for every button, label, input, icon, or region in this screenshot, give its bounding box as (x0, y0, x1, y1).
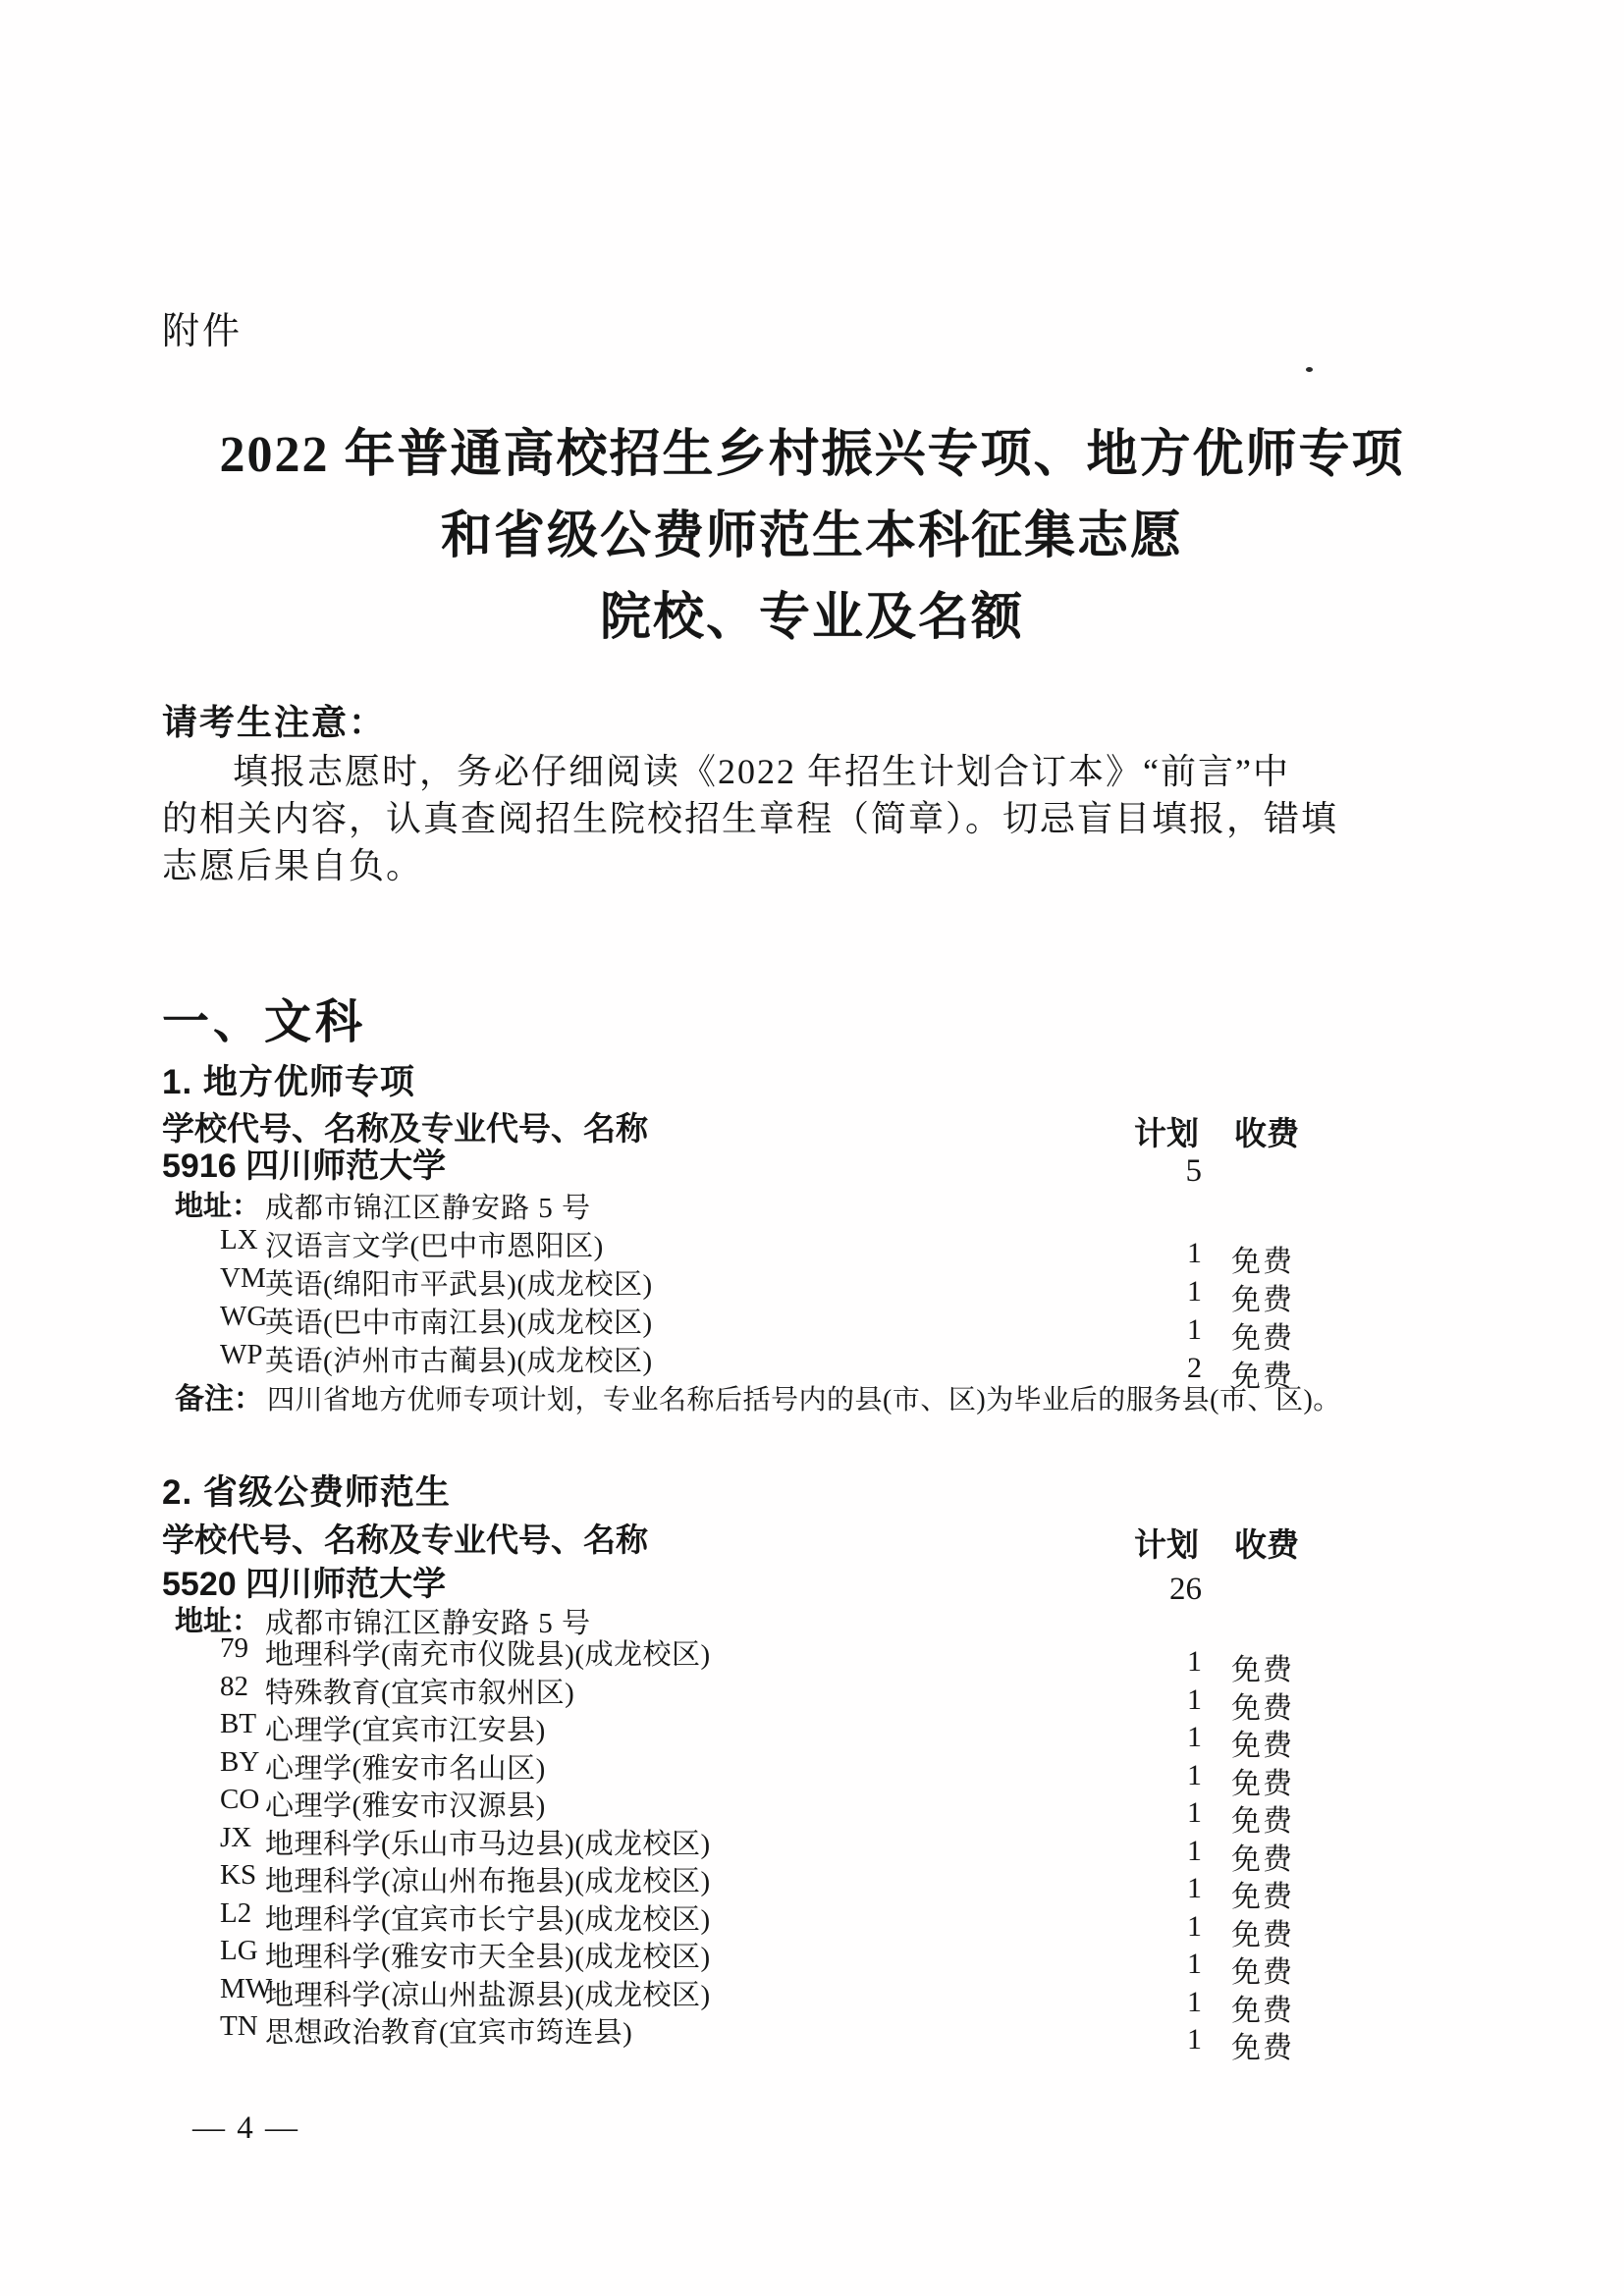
column-header-plan: 计划 (1134, 1526, 1199, 1563)
school-code-name: 5916 四川师范大学 (162, 1148, 447, 1185)
major-name: 英语(绵阳市平武县)(成龙校区) (265, 1269, 653, 1301)
document-title-line-2: 和省级公费师范生本科征集志愿 (440, 508, 1183, 564)
fee-value: 免费 (1231, 2032, 1294, 2064)
school-code-name: 5520 四川师范大学 (162, 1566, 447, 1603)
document-title-line-1: 2022 年普通高校招生乡村振兴专项、地方优师专项 (219, 427, 1405, 483)
major-name: 地理科学(凉山州布拖县)(成龙校区) (265, 1866, 711, 1897)
major-name: 地理科学(雅安市天全县)(成龙校区) (265, 1942, 711, 1973)
address-label: 地址： (175, 1606, 261, 1637)
major-name: 地理科学(乐山市马边县)(成龙校区) (265, 1829, 711, 1860)
major-name: 思想政治教育(宜宾市筠连县) (265, 2017, 633, 2049)
plan-value: 1 (1187, 1910, 1202, 1943)
fee-value: 免费 (1231, 1654, 1294, 1686)
fee-value: 免费 (1231, 1246, 1294, 1278)
plan-value: 1 (1187, 1313, 1202, 1346)
plan-value: 1 (1187, 1237, 1202, 1269)
major-code: JX (220, 1822, 252, 1853)
plan-value: 1 (1187, 1835, 1202, 1867)
major-code: WP (220, 1339, 263, 1370)
plan-value: 1 (1187, 1759, 1202, 1791)
major-name: 心理学(雅安市名山区) (265, 1753, 546, 1785)
major-code: 82 (220, 1671, 248, 1702)
plan-value: 1 (1187, 1948, 1202, 1980)
major-code: CO (220, 1784, 260, 1815)
plan-value: 1 (1187, 1645, 1202, 1678)
major-name: 特殊教育(宜宾市叙州区) (265, 1678, 575, 1709)
fee-value: 免费 (1231, 1805, 1294, 1838)
fee-value: 免费 (1231, 1843, 1294, 1876)
notice-paragraph-line-1: 填报志愿时，务必仔细阅读《2022 年招生计划合订本》“前言”中 (233, 752, 1290, 791)
address-label: 地址： (175, 1191, 261, 1222)
fee-value: 免费 (1231, 1284, 1294, 1316)
major-name: 汉语言文学(巴中市恩阳区) (265, 1231, 604, 1262)
school-plan-total: 26 (1169, 1572, 1202, 1607)
document-title-line-3: 院校、专业及名额 (599, 590, 1024, 646)
fee-value: 免费 (1231, 1956, 1294, 1989)
plan-value: 1 (1187, 1986, 1202, 2018)
fee-value: 免费 (1231, 1919, 1294, 1951)
scan-speck (1306, 367, 1313, 372)
major-code: L2 (220, 1897, 252, 1929)
notice-paragraph-line-3: 志愿后果自负。 (162, 846, 424, 885)
major-name: 英语(巴中市南江县)(成龙校区) (265, 1308, 653, 1339)
major-code: 79 (220, 1632, 248, 1664)
section-heading-liberal-arts: 一、文科 (162, 996, 367, 1048)
fee-value: 免费 (1231, 1768, 1294, 1800)
plan-value: 1 (1187, 1275, 1202, 1308)
school-plan-total: 5 (1185, 1153, 1202, 1189)
fee-value: 免费 (1231, 1881, 1294, 1913)
note-text: 四川省地方优师专项计划，专业名称后括号内的县(市、区)为毕业后的服务县(市、区)。 (267, 1385, 1341, 1415)
fee-value: 免费 (1231, 1361, 1294, 1393)
major-code: KS (220, 1859, 257, 1891)
plan-value: 1 (1187, 1796, 1202, 1829)
table-row (0, 1632, 1624, 1686)
table1-school-row (0, 1139, 1624, 1189)
table1-address-row (0, 1184, 1624, 1227)
plan-value: 1 (1187, 1872, 1202, 1904)
table-row (0, 2010, 1624, 2064)
major-code: MW (220, 1973, 273, 2004)
major-code: WG (220, 1301, 268, 1332)
major-code: BY (220, 1746, 260, 1778)
fee-value: 免费 (1231, 1730, 1294, 1762)
major-code: BT (220, 1708, 257, 1739)
address-value: 成都市锦江区静安路 5 号 (265, 1608, 592, 1639)
column-header-fee: 收费 (1234, 1526, 1299, 1563)
fee-value: 免费 (1231, 1995, 1294, 2027)
major-name: 心理学(宜宾市江安县) (265, 1715, 546, 1746)
column-header-fee: 收费 (1234, 1115, 1299, 1151)
major-name: 地理科学(南充市仪陇县)(成龙校区) (265, 1639, 711, 1671)
table-row (0, 1262, 1624, 1316)
plan-value: 2 (1187, 1352, 1202, 1384)
subsection-1-heading: 1. 地方优师专项 (162, 1063, 415, 1101)
major-name: 心理学(雅安市汉源县) (265, 1790, 546, 1822)
address-value: 成都市锦江区静安路 5 号 (265, 1193, 592, 1224)
major-code: LG (220, 1935, 258, 1966)
notice-heading: 请考生注意： (162, 703, 387, 742)
plan-value: 1 (1187, 1683, 1202, 1716)
major-code: LX (220, 1224, 258, 1255)
subsection-2-heading: 2. 省级公费师范生 (162, 1473, 451, 1512)
plan-value: 1 (1187, 1721, 1202, 1753)
column-header-plan: 计划 (1134, 1115, 1199, 1151)
column-header-school-major: 学校代号、名称及专业代号、名称 (162, 1522, 648, 1558)
major-code: VM (220, 1262, 266, 1294)
attachment-label: 附件 (162, 311, 244, 352)
table2-school-row (0, 1557, 1624, 1607)
page-number: — 4 — (192, 2110, 299, 2146)
table2-header-row (0, 1515, 1624, 1563)
note-label: 备注： (175, 1383, 263, 1415)
major-code: TN (220, 2010, 258, 2042)
column-header-school-major: 学校代号、名称及专业代号、名称 (162, 1110, 648, 1147)
fee-value: 免费 (1231, 1692, 1294, 1725)
major-name: 地理科学(宜宾市长宁县)(成龙校区) (265, 1904, 711, 1936)
notice-paragraph-line-2: 的相关内容，认真查阅招生院校招生章程（简章）。切忌盲目填报，错填 (162, 799, 1339, 838)
fee-value: 免费 (1231, 1322, 1294, 1355)
table1-note-row (0, 1374, 1624, 1417)
major-name: 地理科学(凉山州盐源县)(成龙校区) (265, 1980, 711, 2011)
major-name: 英语(泸州市古蔺县)(成龙校区) (265, 1346, 653, 1377)
plan-value: 1 (1187, 2023, 1202, 2056)
